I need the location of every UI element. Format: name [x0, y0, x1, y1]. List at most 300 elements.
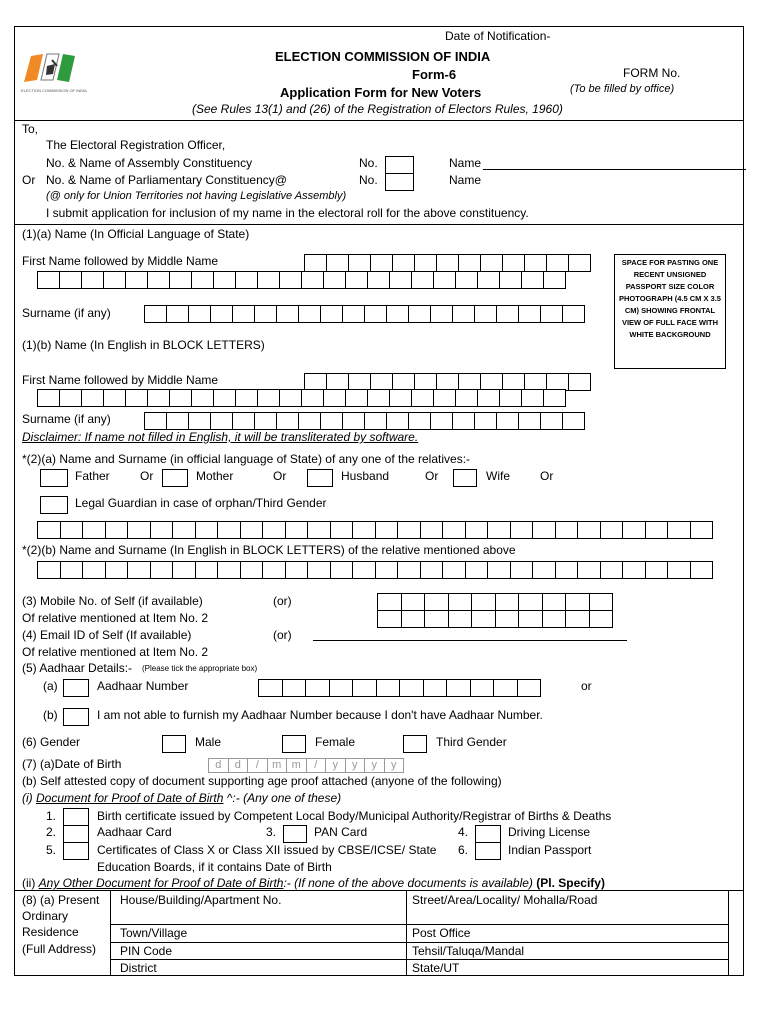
class-certificate-label: Certificates of Class X or Class XII issued by CBSE/ICSE/ State — [97, 843, 437, 857]
char-box[interactable] — [493, 679, 518, 697]
parliamentary-no-box[interactable] — [385, 173, 414, 191]
char-box[interactable] — [60, 561, 84, 579]
char-box[interactable] — [518, 610, 543, 628]
char-box[interactable] — [127, 521, 151, 539]
char-box[interactable] — [408, 412, 431, 430]
char-box[interactable] — [375, 561, 399, 579]
char-box[interactable] — [352, 521, 376, 539]
char-box[interactable] — [392, 254, 415, 272]
address-table-divider — [406, 890, 407, 976]
char-box[interactable] — [622, 521, 646, 539]
dob-cell: / — [306, 758, 327, 773]
char-box[interactable] — [667, 561, 691, 579]
state-field[interactable]: State/UT — [412, 961, 460, 975]
aadhaar-or: or — [581, 679, 592, 693]
mobile-relative-row[interactable] — [377, 610, 613, 628]
divider — [14, 224, 744, 225]
char-box[interactable] — [169, 271, 192, 289]
guardian-label: Legal Guardian in case of orphan/Third Gender — [75, 496, 327, 510]
mobile-label: (3) Mobile No. of Self (if available) — [22, 594, 203, 608]
aadhaar-card-checkbox[interactable] — [63, 825, 89, 843]
char-box[interactable] — [235, 389, 258, 407]
char-box[interactable] — [195, 521, 219, 539]
relative-english-row[interactable] — [37, 561, 713, 579]
char-box[interactable] — [521, 389, 544, 407]
dob-cell[interactable]: y — [364, 758, 385, 773]
surname-english-row[interactable] — [144, 412, 585, 430]
char-box[interactable] — [81, 389, 104, 407]
char-box[interactable] — [442, 561, 466, 579]
aadhaar-note: (Please tick the appropriate box) — [142, 664, 258, 673]
char-box[interactable] — [240, 561, 264, 579]
char-box[interactable] — [518, 305, 541, 323]
char-box[interactable] — [452, 305, 475, 323]
dob-cell[interactable]: y — [384, 758, 405, 773]
aadhaar-number-row[interactable] — [258, 679, 541, 697]
char-box[interactable] — [254, 305, 277, 323]
aadhaar-card-label: Aadhaar Card — [97, 825, 172, 839]
tehsil-field[interactable]: Tehsil/Taluqa/Mandal — [412, 944, 525, 958]
char-box[interactable] — [477, 389, 500, 407]
no-aadhaar-checkbox[interactable] — [63, 708, 89, 726]
doc-number: 2. — [46, 825, 57, 839]
char-box[interactable] — [495, 610, 520, 628]
age-proof-label: (b) Self attested copy of document supporting age proof attached (anyone of the following) — [22, 774, 502, 788]
char-box[interactable] — [474, 412, 497, 430]
char-box[interactable] — [213, 271, 236, 289]
char-box[interactable] — [342, 305, 365, 323]
email-input-line[interactable] — [313, 640, 627, 641]
char-box[interactable] — [257, 389, 280, 407]
post-office-field[interactable]: Post Office — [412, 926, 471, 940]
class-certificate-checkbox[interactable] — [63, 842, 89, 860]
town-field[interactable]: Town/Village — [120, 926, 188, 940]
char-box[interactable] — [455, 389, 478, 407]
char-box[interactable] — [540, 305, 563, 323]
char-box[interactable] — [323, 271, 346, 289]
char-box[interactable] — [330, 561, 354, 579]
char-box[interactable] — [540, 412, 563, 430]
char-box[interactable] — [433, 389, 456, 407]
char-box[interactable] — [364, 305, 387, 323]
char-box[interactable] — [565, 593, 590, 611]
other-doc-rest: :- (If none of the above documents is available) — [283, 876, 533, 890]
char-box[interactable] — [645, 561, 669, 579]
char-box[interactable] — [285, 561, 309, 579]
char-box[interactable] — [568, 254, 591, 272]
char-box[interactable] — [386, 305, 409, 323]
char-box[interactable] — [555, 561, 579, 579]
char-box[interactable] — [103, 271, 126, 289]
char-box[interactable] — [589, 610, 614, 628]
passport-checkbox[interactable] — [475, 842, 501, 860]
char-box[interactable] — [499, 389, 522, 407]
first-name-english-row2[interactable] — [37, 389, 566, 407]
char-box[interactable] — [645, 521, 669, 539]
char-box[interactable] — [304, 254, 327, 272]
char-box[interactable] — [600, 561, 624, 579]
char-box[interactable] — [276, 412, 299, 430]
male-checkbox[interactable] — [162, 735, 186, 753]
char-box[interactable] — [543, 271, 566, 289]
char-box[interactable] — [477, 271, 500, 289]
char-box[interactable] — [279, 271, 302, 289]
dob-proof-rest: ^:- (Any one of these) — [226, 791, 342, 805]
street-field[interactable]: Street/Area/Locality/ Mohalla/Road — [412, 893, 598, 907]
char-box[interactable] — [376, 679, 401, 697]
char-box[interactable] — [166, 412, 189, 430]
first-name-official-row1[interactable] — [304, 254, 591, 272]
char-box[interactable] — [589, 593, 614, 611]
first-name-official-row2[interactable] — [37, 271, 566, 289]
char-box[interactable] — [487, 561, 511, 579]
char-box[interactable] — [301, 389, 324, 407]
char-box[interactable] — [172, 561, 196, 579]
officer-label: The Electoral Registration Officer, — [46, 138, 226, 152]
char-box[interactable] — [532, 521, 556, 539]
char-box[interactable] — [298, 412, 321, 430]
mobile-relative-label: Of relative mentioned at Item No. 2 — [22, 611, 209, 625]
char-box[interactable] — [105, 561, 129, 579]
char-box[interactable] — [285, 521, 309, 539]
char-box[interactable] — [430, 305, 453, 323]
char-box[interactable] — [210, 305, 233, 323]
char-box[interactable] — [37, 389, 60, 407]
char-box[interactable] — [375, 521, 399, 539]
date-of-notification: Date of Notification- — [445, 29, 551, 43]
or-label: Or — [273, 469, 287, 483]
char-box[interactable] — [555, 521, 579, 539]
dob-cell[interactable]: d — [208, 758, 229, 773]
char-box[interactable] — [577, 561, 601, 579]
char-box[interactable] — [510, 561, 534, 579]
char-box[interactable] — [352, 561, 376, 579]
relative-official-row[interactable] — [37, 521, 713, 539]
address-row-line — [110, 942, 728, 943]
name-english-title: (1)(b) Name (In English in BLOCK LETTERS) — [22, 338, 265, 352]
assembly-name-line[interactable] — [483, 169, 746, 170]
char-box[interactable] — [496, 412, 519, 430]
char-box[interactable] — [188, 412, 211, 430]
father-checkbox[interactable] — [40, 469, 68, 487]
char-box[interactable] — [562, 412, 585, 430]
pan-card-checkbox[interactable] — [283, 825, 307, 843]
char-box[interactable] — [37, 271, 60, 289]
char-box[interactable] — [367, 389, 390, 407]
char-box[interactable] — [60, 521, 84, 539]
char-box[interactable] — [502, 254, 525, 272]
char-box[interactable] — [258, 679, 283, 697]
char-box[interactable] — [364, 412, 387, 430]
mobile-self-row[interactable] — [377, 593, 613, 611]
char-box[interactable] — [147, 389, 170, 407]
char-box[interactable] — [517, 679, 542, 697]
char-box[interactable] — [448, 593, 473, 611]
char-box[interactable] — [330, 521, 354, 539]
residence-label-4: (Full Address) — [22, 942, 97, 956]
char-box[interactable] — [542, 593, 567, 611]
aadhaar-number-label: Aadhaar Number — [97, 679, 189, 693]
char-box[interactable] — [399, 679, 424, 697]
aadhaar-title: (5) Aadhaar Details:- — [22, 661, 133, 675]
doc-number: 5. — [46, 843, 57, 857]
char-box[interactable] — [217, 521, 241, 539]
char-box[interactable] — [524, 254, 547, 272]
char-box[interactable] — [690, 521, 714, 539]
dob-input[interactable] — [209, 758, 404, 773]
mother-checkbox[interactable] — [162, 469, 188, 487]
dob-cell[interactable]: y — [325, 758, 346, 773]
dob-cell[interactable]: d — [228, 758, 249, 773]
char-box[interactable] — [487, 521, 511, 539]
svg-text:ELECTION COMMISSION OF INDIA: ELECTION COMMISSION OF INDIA — [21, 88, 87, 93]
char-box[interactable] — [210, 412, 233, 430]
char-box[interactable] — [414, 254, 437, 272]
char-box[interactable] — [442, 521, 466, 539]
dob-proof-heading — [22, 791, 341, 805]
char-box[interactable] — [59, 389, 82, 407]
no-aadhaar-label: I am not able to furnish my Aadhaar Number because I don't have Aadhaar Number. — [97, 708, 543, 722]
ut-note: (@ only for Union Territories not having Legislative Assembly) — [46, 190, 347, 202]
char-box[interactable] — [600, 521, 624, 539]
char-box[interactable] — [125, 389, 148, 407]
char-box[interactable] — [424, 593, 449, 611]
char-box[interactable] — [465, 521, 489, 539]
photo-space: SPACE FOR PASTING ONE RECENT UNSIGNED PASSPORT SIZE COLOR PHOTOGRAPH (4.5 CM X 3.5 CM) SHOWING FRONTAL VIEW OF FULL FACE WITH WHITE BACKGROUND — [614, 254, 726, 369]
char-box[interactable] — [455, 271, 478, 289]
char-box[interactable] — [420, 561, 444, 579]
assembly-label: No. & Name of Assembly Constituency — [46, 156, 253, 170]
char-box[interactable] — [37, 561, 61, 579]
char-box[interactable] — [235, 271, 258, 289]
class-certificate-label-2: Education Boards, if it contains Date of Birth — [97, 860, 332, 874]
char-box[interactable] — [82, 561, 106, 579]
char-box[interactable] — [532, 561, 556, 579]
doc-number: 6. — [458, 843, 469, 857]
char-box[interactable] — [217, 561, 241, 579]
surname-official-row[interactable] — [144, 305, 585, 323]
char-box[interactable] — [470, 679, 495, 697]
wife-checkbox[interactable] — [453, 469, 477, 487]
char-box[interactable] — [166, 305, 189, 323]
assembly-no-box[interactable] — [385, 156, 414, 174]
assembly-name-label: Name — [449, 156, 482, 170]
char-box[interactable] — [424, 610, 449, 628]
char-box[interactable] — [480, 254, 503, 272]
disclaimer: Disclaimer: If name not filled in English, it will be transliterated by software. — [22, 430, 419, 444]
char-box[interactable] — [474, 305, 497, 323]
assembly-no-label: No. — [359, 156, 378, 170]
aadhaar-a-label: (a) — [43, 679, 58, 693]
char-box[interactable] — [458, 254, 481, 272]
char-box[interactable] — [257, 271, 280, 289]
char-box[interactable] — [518, 593, 543, 611]
char-box[interactable] — [150, 521, 174, 539]
submit-statement: I submit application for inclusion of my name in the electoral roll for the above constituency. — [46, 206, 529, 220]
doc-number: 3. — [266, 825, 277, 839]
char-box[interactable] — [411, 271, 434, 289]
char-box[interactable] — [499, 271, 522, 289]
char-box[interactable] — [262, 521, 286, 539]
female-checkbox[interactable] — [282, 735, 306, 753]
char-box[interactable] — [367, 271, 390, 289]
dob-cell: / — [247, 758, 268, 773]
dob-cell[interactable]: y — [345, 758, 366, 773]
email-or: (or) — [273, 628, 292, 642]
char-box[interactable] — [401, 610, 426, 628]
char-box[interactable] — [213, 389, 236, 407]
char-box[interactable] — [147, 271, 170, 289]
char-box[interactable] — [471, 593, 496, 611]
char-box[interactable] — [433, 271, 456, 289]
char-box[interactable] — [577, 521, 601, 539]
char-box[interactable] — [389, 389, 412, 407]
third-gender-label: Third Gender — [436, 735, 507, 749]
char-box[interactable] — [320, 305, 343, 323]
residence-label-1: (8) (a) Present — [22, 893, 100, 907]
char-box[interactable] — [172, 521, 196, 539]
char-box[interactable] — [565, 610, 590, 628]
char-box[interactable] — [348, 254, 371, 272]
char-box[interactable] — [188, 305, 211, 323]
rules-reference: (See Rules 13(1) and (26) of the Registration of Electors Rules, 1960) — [192, 102, 563, 116]
gender-label: (6) Gender — [22, 735, 81, 749]
char-box[interactable] — [59, 271, 82, 289]
char-box[interactable] — [144, 412, 167, 430]
char-box[interactable] — [496, 305, 519, 323]
char-box[interactable] — [195, 561, 219, 579]
char-box[interactable] — [401, 593, 426, 611]
char-box[interactable] — [127, 561, 151, 579]
char-box[interactable] — [495, 593, 520, 611]
char-box[interactable] — [240, 521, 264, 539]
char-box[interactable] — [307, 521, 331, 539]
char-box[interactable] — [342, 412, 365, 430]
char-box[interactable] — [546, 254, 569, 272]
char-box[interactable] — [254, 412, 277, 430]
char-box[interactable] — [518, 412, 541, 430]
char-box[interactable] — [305, 679, 330, 697]
char-box[interactable] — [301, 271, 324, 289]
char-box[interactable] — [282, 679, 307, 697]
husband-label: Husband — [341, 469, 390, 483]
birth-certificate-label: Birth certificate issued by Competent Local Body/Municipal Authority/Registrar of Births & Deaths — [97, 809, 612, 823]
birth-certificate-checkbox[interactable] — [63, 808, 89, 826]
char-box[interactable] — [423, 679, 448, 697]
district-field[interactable]: District — [120, 961, 157, 975]
char-box[interactable] — [276, 305, 299, 323]
surname-english-label: Surname (if any) — [22, 412, 111, 426]
char-box[interactable] — [191, 389, 214, 407]
char-box[interactable] — [232, 412, 255, 430]
char-box[interactable] — [397, 521, 421, 539]
other-doc-specify: (Pl. Specify) — [536, 876, 605, 890]
char-box[interactable] — [568, 373, 591, 391]
char-box[interactable] — [37, 521, 61, 539]
char-box[interactable] — [420, 521, 444, 539]
char-box[interactable] — [397, 561, 421, 579]
email-label: (4) Email ID of Self (If available) — [22, 628, 192, 642]
char-box[interactable] — [262, 561, 286, 579]
char-box[interactable] — [298, 305, 321, 323]
char-box[interactable] — [667, 521, 691, 539]
char-box[interactable] — [105, 521, 129, 539]
driving-license-checkbox[interactable] — [475, 825, 501, 843]
char-box[interactable] — [323, 389, 346, 407]
char-box[interactable] — [389, 271, 412, 289]
father-label: Father — [75, 469, 110, 483]
char-box[interactable] — [345, 389, 368, 407]
char-box[interactable] — [329, 679, 354, 697]
char-box[interactable] — [307, 561, 331, 579]
char-box[interactable] — [191, 271, 214, 289]
char-box[interactable] — [144, 305, 167, 323]
char-box[interactable] — [150, 561, 174, 579]
char-box[interactable] — [386, 412, 409, 430]
char-box[interactable] — [510, 521, 534, 539]
address-table-divider — [728, 890, 729, 976]
char-box[interactable] — [543, 389, 566, 407]
char-box[interactable] — [279, 389, 302, 407]
parliamentary-name-label: Name — [449, 173, 482, 187]
char-box[interactable] — [125, 271, 148, 289]
char-box[interactable] — [352, 679, 377, 697]
doc-number: 4. — [458, 825, 469, 839]
char-box[interactable] — [542, 610, 567, 628]
address-table-top — [14, 890, 744, 891]
char-box[interactable] — [471, 610, 496, 628]
char-box[interactable] — [452, 412, 475, 430]
female-label: Female — [315, 735, 356, 749]
char-box[interactable] — [430, 412, 453, 430]
char-box[interactable] — [320, 412, 343, 430]
char-box[interactable] — [411, 389, 434, 407]
char-box[interactable] — [377, 593, 402, 611]
org-title: ELECTION COMMISSION OF INDIA — [275, 49, 491, 64]
dob-cell[interactable]: m — [267, 758, 288, 773]
char-box[interactable] — [690, 561, 714, 579]
char-box[interactable] — [81, 271, 104, 289]
char-box[interactable] — [377, 610, 402, 628]
third-gender-checkbox[interactable] — [403, 735, 427, 753]
char-box[interactable] — [562, 305, 585, 323]
guardian-checkbox[interactable] — [40, 496, 68, 514]
male-label: Male — [195, 735, 222, 749]
char-box[interactable] — [103, 389, 126, 407]
residence-label-2: Ordinary — [22, 909, 69, 923]
husband-checkbox[interactable] — [307, 469, 333, 487]
char-box[interactable] — [448, 610, 473, 628]
char-box[interactable] — [446, 679, 471, 697]
char-box[interactable] — [465, 561, 489, 579]
dob-cell[interactable]: m — [286, 758, 307, 773]
char-box[interactable] — [232, 305, 255, 323]
or-label: Or — [22, 173, 36, 187]
house-field[interactable]: House/Building/Apartment No. — [120, 893, 282, 907]
char-box[interactable] — [622, 561, 646, 579]
char-box[interactable] — [169, 389, 192, 407]
char-box[interactable] — [521, 271, 544, 289]
pin-code-field[interactable]: PIN Code — [120, 944, 173, 958]
aadhaar-checkbox[interactable] — [63, 679, 89, 697]
or-label: Or — [140, 469, 154, 483]
char-box[interactable] — [345, 271, 368, 289]
char-box[interactable] — [408, 305, 431, 323]
char-box[interactable] — [370, 254, 393, 272]
char-box[interactable] — [82, 521, 106, 539]
char-box[interactable] — [436, 254, 459, 272]
char-box[interactable] — [326, 254, 349, 272]
